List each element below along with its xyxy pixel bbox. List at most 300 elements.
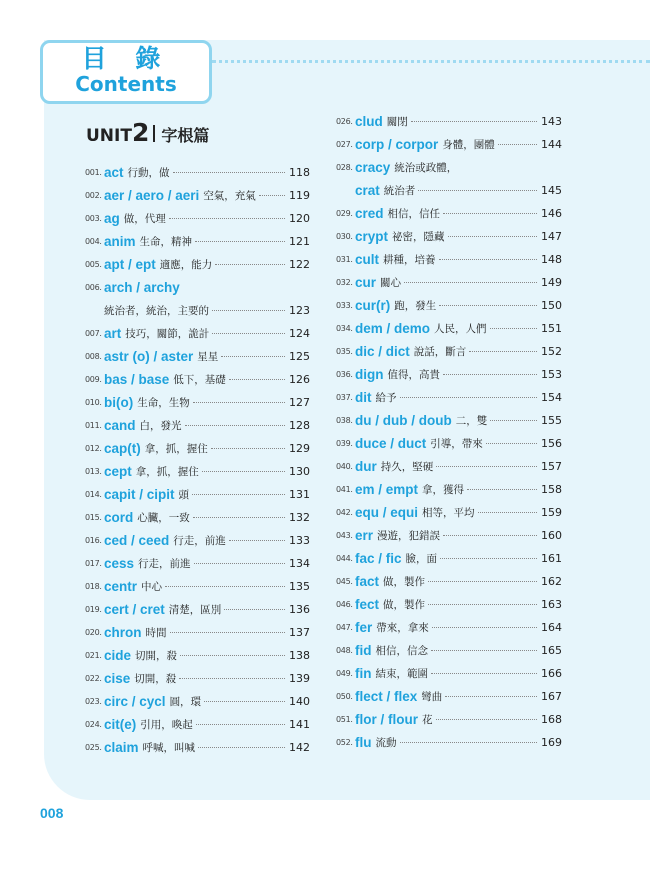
dot-leader [169, 218, 285, 219]
entry-page: 123 [289, 304, 310, 317]
entry-root: claim [104, 740, 139, 755]
entry-root: cord [104, 510, 134, 525]
toc-entry [336, 386, 562, 409]
page-number: 008 [40, 805, 64, 821]
dot-leader [448, 236, 537, 237]
dot-leader [196, 724, 285, 725]
toc-entry [336, 478, 562, 501]
toc-entry [85, 621, 310, 644]
entry-page: 137 [289, 626, 310, 639]
entry-number: 020. [85, 628, 102, 637]
dot-leader [443, 535, 537, 536]
unit-word: UNIT [86, 126, 132, 146]
entry-meaning: 花 [422, 714, 433, 726]
dot-leader [193, 517, 285, 518]
toc-entry [85, 667, 310, 690]
toc-entry [336, 616, 562, 639]
entry-meaning: 拿，獲得 [422, 484, 465, 496]
dot-leader [400, 742, 538, 743]
entry-number: 007. [85, 329, 102, 338]
entry-page: 134 [289, 557, 310, 570]
entry-meaning: 相信，信念 [375, 645, 428, 657]
entry-root: clud [355, 114, 383, 129]
entry-root: cult [355, 252, 380, 267]
entry-page: 139 [289, 672, 310, 685]
entry-root: flu [355, 735, 372, 750]
entry-meaning: 相等，平均 [422, 507, 475, 519]
entry-number: 043. [336, 531, 353, 540]
entry-meaning: 統治者，統治，主要的 [104, 305, 209, 317]
entry-root: cur(r) [355, 298, 391, 313]
entry-number: 040. [336, 462, 353, 471]
toc-entry [85, 575, 310, 598]
dot-leader [224, 609, 285, 610]
entry-root: ced / ceed [104, 533, 170, 548]
dot-leader [478, 512, 537, 513]
entry-meaning: 說話，斷言 [413, 346, 467, 358]
entry-meaning: 做，代理 [123, 213, 166, 225]
toc-entry [85, 644, 310, 667]
entry-number: 034. [336, 324, 353, 333]
entry-page: 136 [289, 603, 310, 616]
entry-page: 158 [541, 483, 562, 496]
entry-page: 157 [541, 460, 562, 473]
entry-page: 141 [289, 718, 310, 731]
entry-page: 119 [289, 189, 310, 202]
entry-page: 138 [289, 649, 310, 662]
entry-meaning: 祕密，隱藏 [392, 231, 445, 243]
entry-root: cit(e) [104, 717, 137, 732]
entry-root: cert / cret [104, 602, 165, 617]
toc-entry [336, 363, 562, 386]
entry-meaning: 持久，堅硬 [380, 461, 434, 473]
toc-entry [85, 506, 310, 529]
entry-page: 169 [541, 736, 562, 749]
entry-root: centr [104, 579, 138, 594]
entry-meaning: 心臟，一致 [137, 512, 190, 524]
entry-meaning: 彎曲 [421, 691, 443, 703]
toc-entry [336, 409, 562, 432]
entry-number: 008. [85, 352, 102, 361]
entry-meaning: 空氣，充氣 [203, 190, 256, 202]
entry-root: equ / equi [355, 505, 419, 520]
toc-entry [85, 414, 310, 437]
dot-leader [439, 305, 537, 306]
entry-meaning: 結束，範圍 [375, 668, 428, 680]
entry-root: dem / demo [355, 321, 431, 336]
entry-number: 026. [336, 117, 353, 126]
entry-root: chron [104, 625, 142, 640]
entry-root: cur [355, 275, 377, 290]
title-dotted-line [212, 60, 650, 63]
toc-entry [85, 207, 310, 230]
entry-number: 050. [336, 692, 353, 701]
toc-entry [85, 552, 310, 575]
dot-leader [431, 650, 537, 651]
entry-number: 044. [336, 554, 353, 563]
entry-root: du / dub / doub [355, 413, 452, 428]
entry-page: 156 [541, 437, 562, 450]
toc-entry [336, 202, 562, 225]
toc-entry [85, 184, 310, 207]
entry-number: 005. [85, 260, 102, 269]
toc-entry [336, 570, 562, 593]
entry-number: 014. [85, 490, 102, 499]
dot-leader [194, 563, 285, 564]
dot-leader [418, 190, 537, 191]
dot-leader [212, 333, 285, 334]
dot-leader [193, 402, 285, 403]
entry-meaning: 星星 [197, 351, 219, 363]
entry-root: cracy [355, 160, 391, 175]
entry-meaning: 臉，面 [405, 553, 438, 565]
entry-meaning: 行動，做 [127, 167, 170, 179]
entry-meaning: 身體，團體 [442, 139, 495, 151]
entry-meaning: 統治或政體， [394, 162, 458, 174]
toc-entry [85, 529, 310, 552]
entry-number: 031. [336, 255, 353, 264]
entry-page: 149 [541, 276, 562, 289]
entry-root: crypt [355, 229, 389, 244]
entry-meaning: 清楚，區別 [168, 604, 222, 616]
entry-number: 016. [85, 536, 102, 545]
entry-number: 027. [336, 140, 353, 149]
toc-entry [336, 639, 562, 662]
entry-root: bas / base [104, 372, 170, 387]
toc-entry [336, 133, 562, 156]
entry-number: 019. [85, 605, 102, 614]
entry-page: 131 [289, 488, 310, 501]
dot-leader [229, 379, 285, 380]
entry-page: 130 [289, 465, 310, 478]
toc-entry [85, 391, 310, 414]
entry-root: fid [355, 643, 372, 658]
entry-meaning: 中心 [141, 581, 163, 593]
toc-entry [85, 713, 310, 736]
entry-root: dic / dict [355, 344, 410, 359]
toc-entry [336, 662, 562, 685]
right-column [336, 110, 562, 754]
entry-number: 025. [85, 743, 102, 752]
entry-meaning: 切開，殺 [135, 650, 178, 662]
entry-page: 127 [289, 396, 310, 409]
dot-leader [440, 558, 537, 559]
entry-page: 142 [289, 741, 310, 754]
toc-entry [336, 317, 562, 340]
toc-entry [85, 437, 310, 460]
toc-entry [336, 156, 562, 179]
entry-number: 010. [85, 398, 102, 407]
dot-leader [192, 494, 285, 495]
entry-meaning: 白，發光 [139, 420, 182, 432]
dot-leader [179, 678, 285, 679]
entry-page: 122 [289, 258, 310, 271]
entry-page: 146 [541, 207, 562, 220]
dot-leader [436, 719, 538, 720]
entry-root: fin [355, 666, 372, 681]
entry-number: 033. [336, 301, 353, 310]
entry-page: 155 [541, 414, 562, 427]
left-column [85, 161, 310, 759]
toc-entry [336, 593, 562, 616]
entry-root: cred [355, 206, 384, 221]
entry-meaning: 帶來，拿來 [376, 622, 429, 634]
entry-number: 035. [336, 347, 353, 356]
toc-entry [85, 299, 310, 322]
entry-page: 165 [541, 644, 562, 657]
entry-root: cise [104, 671, 131, 686]
dot-leader [185, 425, 285, 426]
entry-root: bi(o) [104, 395, 134, 410]
entry-number: 029. [336, 209, 353, 218]
dot-leader [259, 195, 285, 196]
entry-root: anim [104, 234, 136, 249]
entry-root: corp / corpor [355, 137, 439, 152]
entry-meaning: 呼喊，叫喊 [142, 742, 196, 754]
entry-page: 140 [289, 695, 310, 708]
entry-root: fect [355, 597, 380, 612]
entry-number: 048. [336, 646, 353, 655]
entry-number: 017. [85, 559, 102, 568]
entry-page: 168 [541, 713, 562, 726]
entry-page: 118 [289, 166, 310, 179]
entry-page: 162 [541, 575, 562, 588]
entry-number: 038. [336, 416, 353, 425]
entry-root: aer / aero / aeri [104, 188, 200, 203]
entry-meaning: 引用，喚起 [140, 719, 193, 731]
unit-number: 2 [131, 118, 150, 147]
entry-number: 046. [336, 600, 353, 609]
entry-root: flor / flour [355, 712, 418, 727]
entry-number: 022. [85, 674, 102, 683]
unit-divider [153, 125, 155, 142]
entry-number: 036. [336, 370, 353, 379]
toc-entry [336, 731, 562, 754]
entry-number: 032. [336, 278, 353, 287]
entry-meaning: 值得，高貴 [387, 369, 440, 381]
entry-number: 003. [85, 214, 102, 223]
dot-leader [170, 632, 285, 633]
entry-page: 120 [289, 212, 310, 225]
entry-page: 124 [289, 327, 310, 340]
entry-meaning: 做，製作 [383, 576, 426, 588]
dot-leader [436, 466, 537, 467]
entry-root: cap(t) [104, 441, 141, 456]
dot-leader [431, 673, 537, 674]
entry-meaning: 二，雙 [455, 415, 488, 427]
dot-leader [490, 420, 537, 421]
dot-leader [400, 397, 538, 398]
entry-root: crat [355, 183, 380, 198]
entry-number: 018. [85, 582, 102, 591]
entry-page: 161 [541, 552, 562, 565]
toc-entry [336, 294, 562, 317]
entry-meaning: 相信，信任 [387, 208, 441, 220]
entry-page: 153 [541, 368, 562, 381]
dot-leader [411, 121, 537, 122]
entry-meaning: 拿，抓，握住 [135, 466, 199, 478]
dot-leader [212, 310, 285, 311]
dot-leader [211, 448, 285, 449]
entry-number: 028. [336, 163, 353, 172]
dot-leader [165, 586, 285, 587]
entry-page: 145 [541, 184, 562, 197]
toc-entry [336, 501, 562, 524]
entry-root: ag [104, 211, 120, 226]
entry-meaning: 時間 [145, 627, 167, 639]
entry-meaning: 漫遊，犯錯誤 [377, 530, 441, 542]
dot-leader [428, 604, 537, 605]
entry-root: fact [355, 574, 380, 589]
entry-number: 015. [85, 513, 102, 522]
entry-number: 001. [85, 168, 102, 177]
entry-page: 160 [541, 529, 562, 542]
entry-number: 021. [85, 651, 102, 660]
entry-meaning: 跑，發生 [394, 300, 437, 312]
title-english: Contents [75, 72, 177, 96]
entry-meaning: 生命，精神 [139, 236, 193, 248]
dot-leader [428, 581, 537, 582]
toc-entry [336, 432, 562, 455]
entry-root: act [104, 165, 124, 180]
entry-page: 152 [541, 345, 562, 358]
entry-meaning: 關閉 [386, 116, 408, 128]
dot-leader [195, 241, 285, 242]
entry-root: dign [355, 367, 384, 382]
entry-number: 042. [336, 508, 353, 517]
entry-root: duce / duct [355, 436, 427, 451]
entry-meaning: 做，製作 [383, 599, 426, 611]
entry-page: 151 [541, 322, 562, 335]
entry-root: apt / ept [104, 257, 156, 272]
entry-number: 049. [336, 669, 353, 678]
entry-meaning: 技巧，關節，詭計 [125, 328, 210, 340]
entry-meaning: 拿，抓，握住 [144, 443, 208, 455]
entry-root: cess [104, 556, 135, 571]
entry-root: fer [355, 620, 373, 635]
entry-root: flect / flex [355, 689, 418, 704]
entry-page: 144 [541, 138, 562, 151]
dot-leader [180, 655, 285, 656]
entry-root: fac / fic [355, 551, 402, 566]
dot-leader [173, 172, 285, 173]
entry-meaning: 適應，能力 [159, 259, 213, 271]
entry-page: 166 [541, 667, 562, 680]
entry-meaning: 行走，前進 [173, 535, 226, 547]
unit-title: 字根篇 [161, 126, 210, 145]
toc-entry [85, 230, 310, 253]
toc-entry [85, 598, 310, 621]
entry-page: 159 [541, 506, 562, 519]
dot-leader [204, 701, 285, 702]
entry-meaning: 統治者 [383, 185, 416, 197]
toc-entry [336, 340, 562, 363]
entry-root: dur [355, 459, 377, 474]
entry-page: 129 [289, 442, 310, 455]
entry-root: astr (o) / aster [104, 349, 194, 364]
toc-entry [85, 345, 310, 368]
toc-entry [85, 253, 310, 276]
dot-leader [215, 264, 285, 265]
toc-entry [336, 179, 562, 202]
entry-root: cide [104, 648, 132, 663]
entry-meaning: 給予 [375, 392, 397, 404]
entry-number: 009. [85, 375, 102, 384]
entry-meaning: 低下，基礎 [173, 374, 226, 386]
toc-entry [336, 708, 562, 731]
entry-page: 148 [541, 253, 562, 266]
entry-number: 006. [85, 283, 102, 292]
toc-entry [336, 455, 562, 478]
dot-leader [202, 471, 285, 472]
entry-number: 041. [336, 485, 353, 494]
entry-meaning: 行走，前進 [138, 558, 191, 570]
toc-entry [85, 483, 310, 506]
entry-number: 013. [85, 467, 102, 476]
toc-entry [85, 736, 310, 759]
entry-number: 052. [336, 738, 353, 747]
toc-entry [336, 225, 562, 248]
entry-meaning: 流動 [375, 737, 397, 749]
entry-number: 002. [85, 191, 102, 200]
entry-number: 037. [336, 393, 353, 402]
entry-root: cand [104, 418, 136, 433]
entry-number: 039. [336, 439, 353, 448]
dot-leader [404, 282, 537, 283]
toc-entry [85, 460, 310, 483]
toc-entry [336, 248, 562, 271]
entry-meaning: 生命，生物 [137, 397, 190, 409]
dot-leader [443, 213, 537, 214]
dot-leader [498, 144, 537, 145]
toc-entry [336, 524, 562, 547]
dot-leader [490, 328, 537, 329]
entry-number: 023. [85, 697, 102, 706]
entry-meaning: 人民，人們 [434, 323, 487, 335]
entry-meaning: 切開，殺 [134, 673, 177, 685]
toc-entry [85, 322, 310, 345]
entry-number: 030. [336, 232, 353, 241]
dot-leader [432, 627, 537, 628]
entry-number: 011. [85, 421, 102, 430]
entry-root: art [104, 326, 122, 341]
entry-root: circ / cycl [104, 694, 166, 709]
entry-page: 133 [289, 534, 310, 547]
entry-page: 147 [541, 230, 562, 243]
unit-heading [86, 118, 209, 146]
dot-leader [445, 696, 537, 697]
entry-root: cept [104, 464, 132, 479]
toc-entry [85, 276, 310, 299]
entry-meaning: 頭 [178, 489, 190, 501]
entry-page: 164 [541, 621, 562, 634]
entry-page: 154 [541, 391, 562, 404]
toc-entry [336, 685, 562, 708]
toc-entry [85, 161, 310, 184]
entry-page: 135 [289, 580, 310, 593]
toc-entry [336, 271, 562, 294]
dot-leader [467, 489, 537, 490]
entry-page: 128 [289, 419, 310, 432]
entry-root: em / empt [355, 482, 419, 497]
dot-leader [198, 747, 285, 748]
entry-page: 132 [289, 511, 310, 524]
entry-page: 163 [541, 598, 562, 611]
toc-entry [336, 547, 562, 570]
entry-number: 012. [85, 444, 102, 453]
toc-entry [85, 690, 310, 713]
entry-number: 051. [336, 715, 353, 724]
